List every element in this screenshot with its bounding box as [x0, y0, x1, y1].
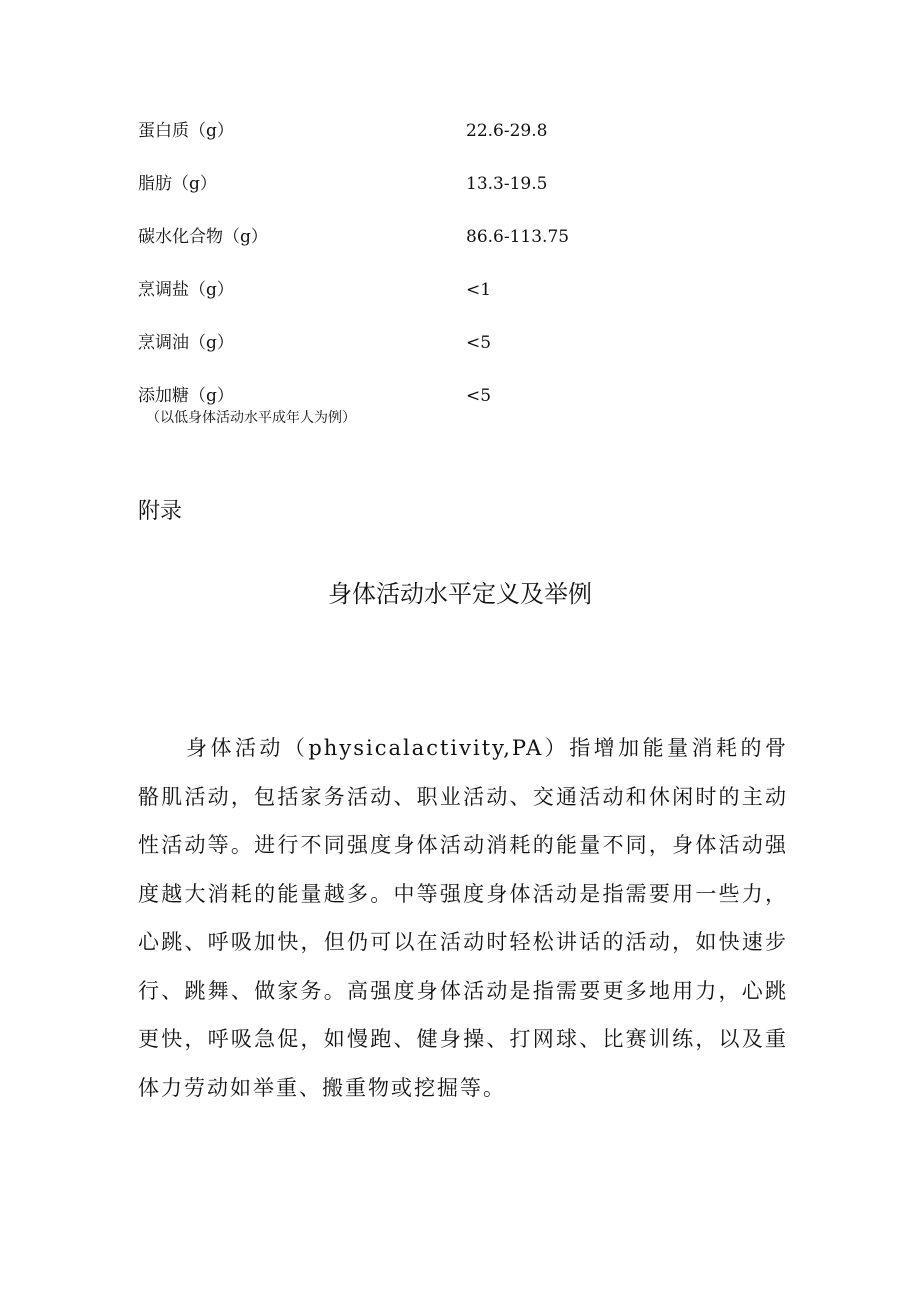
nutrient-value: <5	[466, 333, 492, 353]
nutrient-label: 蛋白质（g）	[138, 121, 234, 141]
nutrient-label: 脂肪（g）	[138, 174, 217, 194]
nutrient-row-oil	[138, 330, 738, 383]
nutrient-row-protein	[138, 118, 738, 171]
nutrient-label: 碳水化合物（g）	[138, 227, 268, 247]
section-title: 身体活动水平定义及举例	[328, 580, 592, 608]
nutrient-row-fat	[138, 171, 738, 224]
nutrient-value: 86.6-113.75	[466, 227, 570, 247]
nutrient-label: 烹调盐（g）	[138, 280, 234, 300]
nutrient-row-carbohydrate	[138, 224, 738, 277]
nutrient-table	[138, 118, 738, 436]
nutrient-value: 22.6-29.8	[466, 121, 548, 141]
table-footnote: （以低身体活动水平成年人为例）	[146, 410, 356, 426]
nutrient-label: 烹调油（g）	[138, 333, 234, 353]
nutrient-row-salt	[138, 277, 738, 330]
nutrient-label: 添加糖（g）	[138, 386, 234, 406]
appendix-heading: 附录	[138, 499, 183, 524]
nutrient-value: 13.3-19.5	[466, 174, 548, 194]
body-paragraph: 身体活动（physicalactivity,PA）指增加能量消耗的骨骼肌活动，包括家务活动、职业活动、交通活动和休闲时的主动性活动等。进行不同强度身体活动消耗的能量不同，身体活动强度越大消耗的能量越多。中等强度身体活动是指需要用一些力，心跳、呼吸加快，但仍可以在活动时轻松讲话的活动，如快速步行、跳舞、做家务。高强度身体活动是指需要更多地用力，心跳更快，呼吸急促，如慢跑、健身操、打网球、比赛训练，以及重体力劳动如举重、搬重物或挖掘等。	[138, 736, 788, 1100]
nutrient-value: <5	[466, 386, 492, 406]
nutrient-value: <1	[466, 280, 492, 300]
